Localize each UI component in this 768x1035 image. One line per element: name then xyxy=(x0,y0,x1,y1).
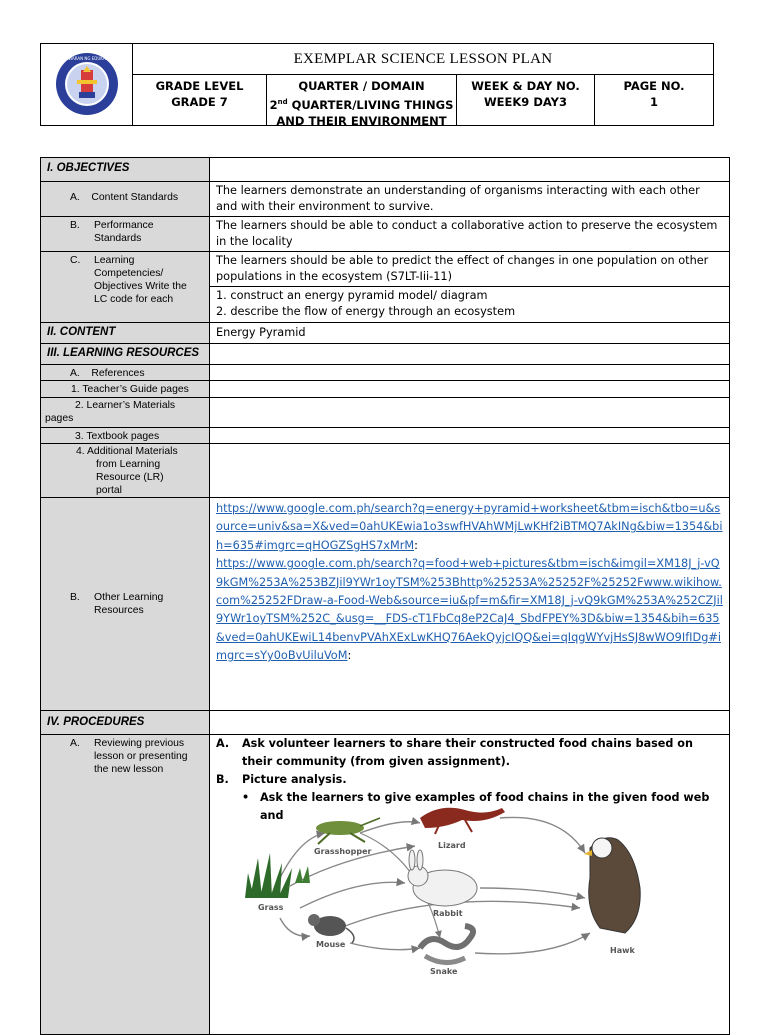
procedure-item-a: A. Ask volunteer learners to share their constructed food chains based on their community (from given assignment). xyxy=(216,737,693,768)
grade-label: GRADE LEVEL xyxy=(155,79,244,93)
quarter-label: QUARTER / DOMAIN xyxy=(298,79,425,93)
week-label: WEEK & DAY NO. xyxy=(471,79,580,93)
resources-heading: III. LEARNING RESOURCES xyxy=(47,347,200,359)
label-hawk: Hawk xyxy=(610,946,635,955)
label-snake: Snake xyxy=(430,967,458,976)
snake-icon xyxy=(420,926,473,963)
quarter-cell xyxy=(267,75,457,128)
procedure-bullet: • Ask the learners to give examples of food chains in the given food web and xyxy=(242,791,710,822)
objectives-empty-cell xyxy=(210,158,730,182)
performance-standards-text: The learners should be able to conduct a collaborative action to preserve the ecosystem in the locality xyxy=(216,219,718,248)
grass-icon xyxy=(245,853,310,898)
page-value: 1 xyxy=(649,95,658,109)
week-cell xyxy=(457,75,595,125)
week-value: WEEK9 DAY3 xyxy=(484,95,567,109)
deped-seal-icon xyxy=(55,52,119,116)
content-heading: II. CONTENT xyxy=(47,326,116,338)
lesson-plan-title: EXEMPLAR SCIENCE LESSON PLAN xyxy=(133,44,713,75)
objectives-heading: I. OBJECTIVES xyxy=(47,162,130,174)
resource-link-1[interactable]: https://www.google.com.ph/search?q=energy+pyramid+worksheet&tbm=isch&tbo=u&source=univ&sa=X&ved=0ahUKEwia1o3swfHVAhWMjLwKHf2iBTMQ7AkINg&biw=1354&bih=635#imgrc=qHOGZSgHS7xMrM xyxy=(216,502,723,552)
hawk-icon xyxy=(584,838,640,933)
page-cell xyxy=(595,75,713,125)
rabbit-icon xyxy=(408,850,477,906)
content-text: Energy Pyramid xyxy=(216,326,306,339)
objective-2: 2. describe the flow of energy through an ecosystem xyxy=(216,305,516,318)
procedures-heading: IV. PROCEDURES xyxy=(47,716,145,728)
other-resources-label: B. Other Learning Resources xyxy=(70,592,164,616)
label-grasshopper: Grasshopper xyxy=(314,847,372,856)
page-label: PAGE NO. xyxy=(623,79,685,93)
label-mouse: Mouse xyxy=(316,940,346,949)
learners-materials-label: 2. Learner’s Materials pages xyxy=(45,400,176,424)
logo-cell xyxy=(41,44,133,125)
grade-cell xyxy=(133,75,267,125)
objectives-heading-cell xyxy=(41,158,210,182)
food-web-diagram xyxy=(240,798,660,978)
label-rabbit: Rabbit xyxy=(433,909,463,918)
competencies-text: The learners should be able to predict the effect of changes in one population on other populations in the ecosystem (S7LT-Iii-11) xyxy=(216,254,709,283)
grasshopper-icon xyxy=(316,818,380,844)
svg-text:KAGAWARAN NG EDUKASYON: KAGAWARAN NG EDUKASYON xyxy=(57,56,117,61)
procedure-item-b: B. Picture analysis. xyxy=(216,773,347,786)
performance-standards-label: B. Performance Standards xyxy=(70,220,154,244)
label-lizard: Lizard xyxy=(438,841,466,850)
competencies-label: C. Learning Competencies/ Objectives Write the LC code for each xyxy=(70,255,187,305)
quarter-value: 2nd QUARTER/LIVING THINGS AND THEIR ENVIRONMENT xyxy=(269,97,454,128)
lesson-table: I. OBJECTIVES A. Content Standards The learners demonstrate an understanding of organisms interacting with each other and with their environment to survive. B. Performance Standards The learners should be able to conduct a collaborative action to preserve the ecosystem in the locality C. Learning Competencies/ Objectives Write the LC code for each The learners should be able to predict the effect of changes in one population on other populations in the ecosystem (S7LT-Iii-11) 1. construct an energy pyramid model/ diagram 2. describe the flow of energy through an ecosystem II. CONTENT Energy Pyramid III. LEARNING RESOURCES A. References 1. Teacher’s Guide pages 2. Learner’s Materials pages 3. Textbook pages 4. Additional Materials from Learning Resource (LR) portal B. Other Learning Resources https://www.google.com.ph/search?q=energy+pyramid+worksheet&tbm=isch&tbo=u&source=univ&sa=X&ved=0ahUKEwia1o3swfHVAhWMjLwKHf2iBTMQ7AkINg&biw=1354&bih=635#imgrc=qHOGZSgHS7xMrM: https://www.google.com.ph/search?q=food+web+pictures&tbm=isch&imgil=XM18J_j-vQ9kGM%253A%253BZJil9YWr1oyTSM%253Bhttp%25253A%25252F%25252Fwww.wikihow.com%25252FDraw-a-Food-Web&source=iu&pf=m&fir=XM18J_j-vQ9kGM%253A%252CZJil9YWr1oyTSM%252C_&usg=__FDS-cT1FbCq8eP2CaJ4_SbdFPEY%3D&biw=1354&bih=635&ved=0ahUKEwiL14benvPVAhXExLwKHQ76AekQyjcIQQ&ei=qIqgWYvjHsSJ8wWO9IfIDg#imgrc=sYy0oBvUiluVoM: IV. PROCEDURES A. Reviewing previous lesson or presenting the new lesson A. Ask volunteer learners to share their constructed food chains based on their community (from given assignment). B. Picture analysis. • Ask the learners to give examples of food chains in the given food web and xyxy=(40,157,730,1035)
reviewing-lesson-label: A. Reviewing previous lesson or presenting the new lesson xyxy=(70,738,188,775)
header-box xyxy=(40,43,714,126)
food-web-image xyxy=(240,798,660,978)
references-label: A. References xyxy=(70,368,145,379)
grade-value: GRADE 7 xyxy=(171,95,228,109)
textbook-label: 3. Textbook pages xyxy=(75,431,160,442)
resource-link-2[interactable]: https://www.google.com.ph/search?q=food+web+pictures&tbm=isch&imgil=XM18J_j-vQ9kGM%253A%253BZJil9YWr1oyTSM%253Bhttp%25253A%25252F%25252Fwww.wikihow.com%25252FDraw-a-Food-Web&source=iu&pf=m&fir=XM18J_j-vQ9kGM%253A%252CZJil9YWr1oyTSM%252C_&usg=__FDS-cT1FbCq8eP2CaJ4_SbdFPEY%3D&biw=1354&bih=635&ved=0ahUKEwiL14benvPVAhXExLwKHQ76AekQyjcIQQ&ei=qIqgWYvjHsSJ8wWO9IfIDg#imgrc=sYy0oBvUiluVoM xyxy=(216,557,723,663)
teachers-guide-label: 1. Teacher’s Guide pages xyxy=(71,384,189,395)
additional-materials-label: 4. Additional Materials from Learning Resource (LR) portal xyxy=(76,446,178,496)
mouse-icon xyxy=(308,914,354,943)
lizard-icon xyxy=(420,808,505,834)
objective-1: 1. construct an energy pyramid model/ diagram xyxy=(216,289,488,302)
content-standards-text: The learners demonstrate an understanding of organisms interacting with each other and with their environment to survive. xyxy=(216,184,700,213)
content-standards-label: A. Content Standards xyxy=(70,192,179,203)
label-grass: Grass xyxy=(258,903,284,912)
